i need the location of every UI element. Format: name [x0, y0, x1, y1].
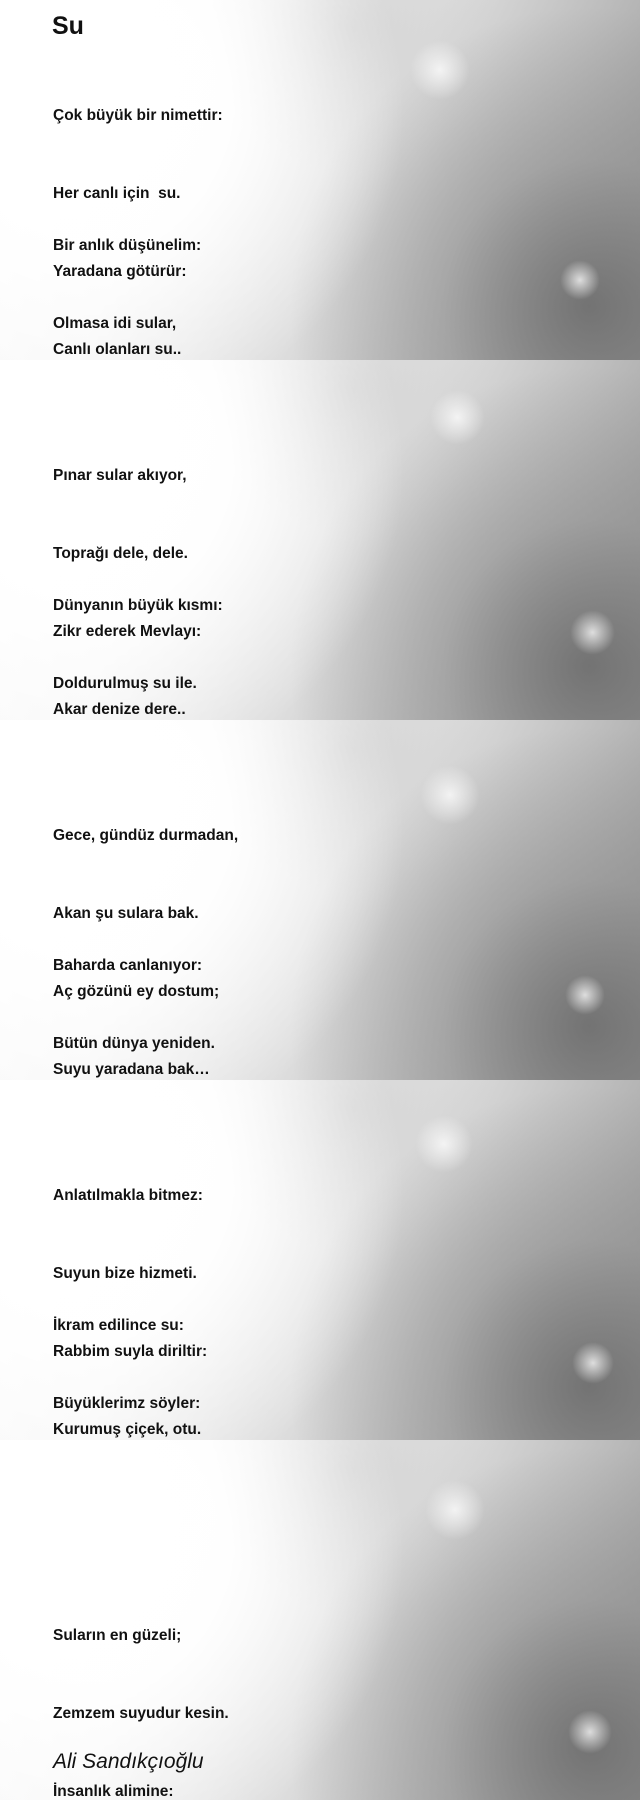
stanza-2	[53, 181, 207, 360]
poem-line: Zikr ederek Mevlayı:	[53, 623, 202, 640]
poem-line: Baharda canlanıyor:	[53, 957, 203, 974]
poem-line: Rabbim suyla diriltir:	[53, 1343, 208, 1360]
poem-line: Dünyanın büyük kısmı:	[53, 597, 223, 614]
poem-line: Akar denize dere..	[53, 701, 186, 718]
poem-line: Gece, gündüz durmadan,	[53, 827, 239, 844]
poem-line: Zemzem suyudur kesin.	[53, 1705, 229, 1722]
poem-line: Canlı olanları su..	[53, 341, 182, 358]
poem-line: Bir anlık düşünelim:	[53, 237, 202, 254]
poem-panel-1	[0, 0, 640, 360]
poem-panel-3	[0, 720, 640, 1080]
poem-panel-4	[0, 1080, 640, 1440]
bokeh-light	[572, 1342, 614, 1384]
poem-line: Olmasa idi sular,	[53, 315, 177, 332]
bokeh-light	[420, 765, 480, 825]
poem-line: İnsanlık alimine:	[53, 1783, 174, 1800]
poem-line: Akan şu sulara bak.	[53, 905, 199, 922]
poem-title: Su	[52, 12, 84, 40]
stanza-4	[53, 541, 223, 720]
bokeh-light	[415, 1115, 473, 1173]
poem-line: Her canlı için su.	[53, 185, 181, 202]
poem-author: Ali Sandıkçıoğlu	[53, 1750, 204, 1773]
poem-line: Çok büyük bir nimettir:	[53, 107, 223, 124]
poem-line: Yaradana götürür:	[53, 263, 187, 280]
poem-panel-5	[0, 1440, 640, 1800]
bokeh-light	[560, 260, 600, 300]
stanza-6	[53, 901, 215, 1080]
poem-line: Kurumuş çiçek, otu.	[53, 1421, 202, 1438]
poem-line: Büyüklerimz söyler:	[53, 1395, 201, 1412]
poem-line: Suyun bize hizmeti.	[53, 1265, 197, 1282]
bokeh-light	[410, 40, 470, 100]
poem-line: Anlatılmakla bitmez:	[53, 1187, 203, 1204]
stanza-8	[53, 1261, 200, 1440]
poem-line: Pınar sular akıyor,	[53, 467, 187, 484]
bokeh-light	[568, 1710, 612, 1754]
poem-line: Aç gözünü ey dostum;	[53, 983, 220, 1000]
bokeh-light	[570, 610, 615, 655]
bokeh-light	[425, 1480, 485, 1540]
poem-line: Suyu yaradana bak…	[53, 1061, 210, 1078]
poem-line: Doldurulmuş su ile.	[53, 675, 197, 692]
bokeh-light	[565, 975, 605, 1015]
poem-line: Toprağı dele, dele.	[53, 545, 188, 562]
poem-line: Suların en güzeli;	[53, 1627, 182, 1644]
poem-line: Bütün dünya yeniden.	[53, 1035, 215, 1052]
poem-line: İkram edilince su:	[53, 1317, 184, 1334]
poem-panel-2	[0, 360, 640, 720]
bokeh-light	[430, 390, 485, 445]
